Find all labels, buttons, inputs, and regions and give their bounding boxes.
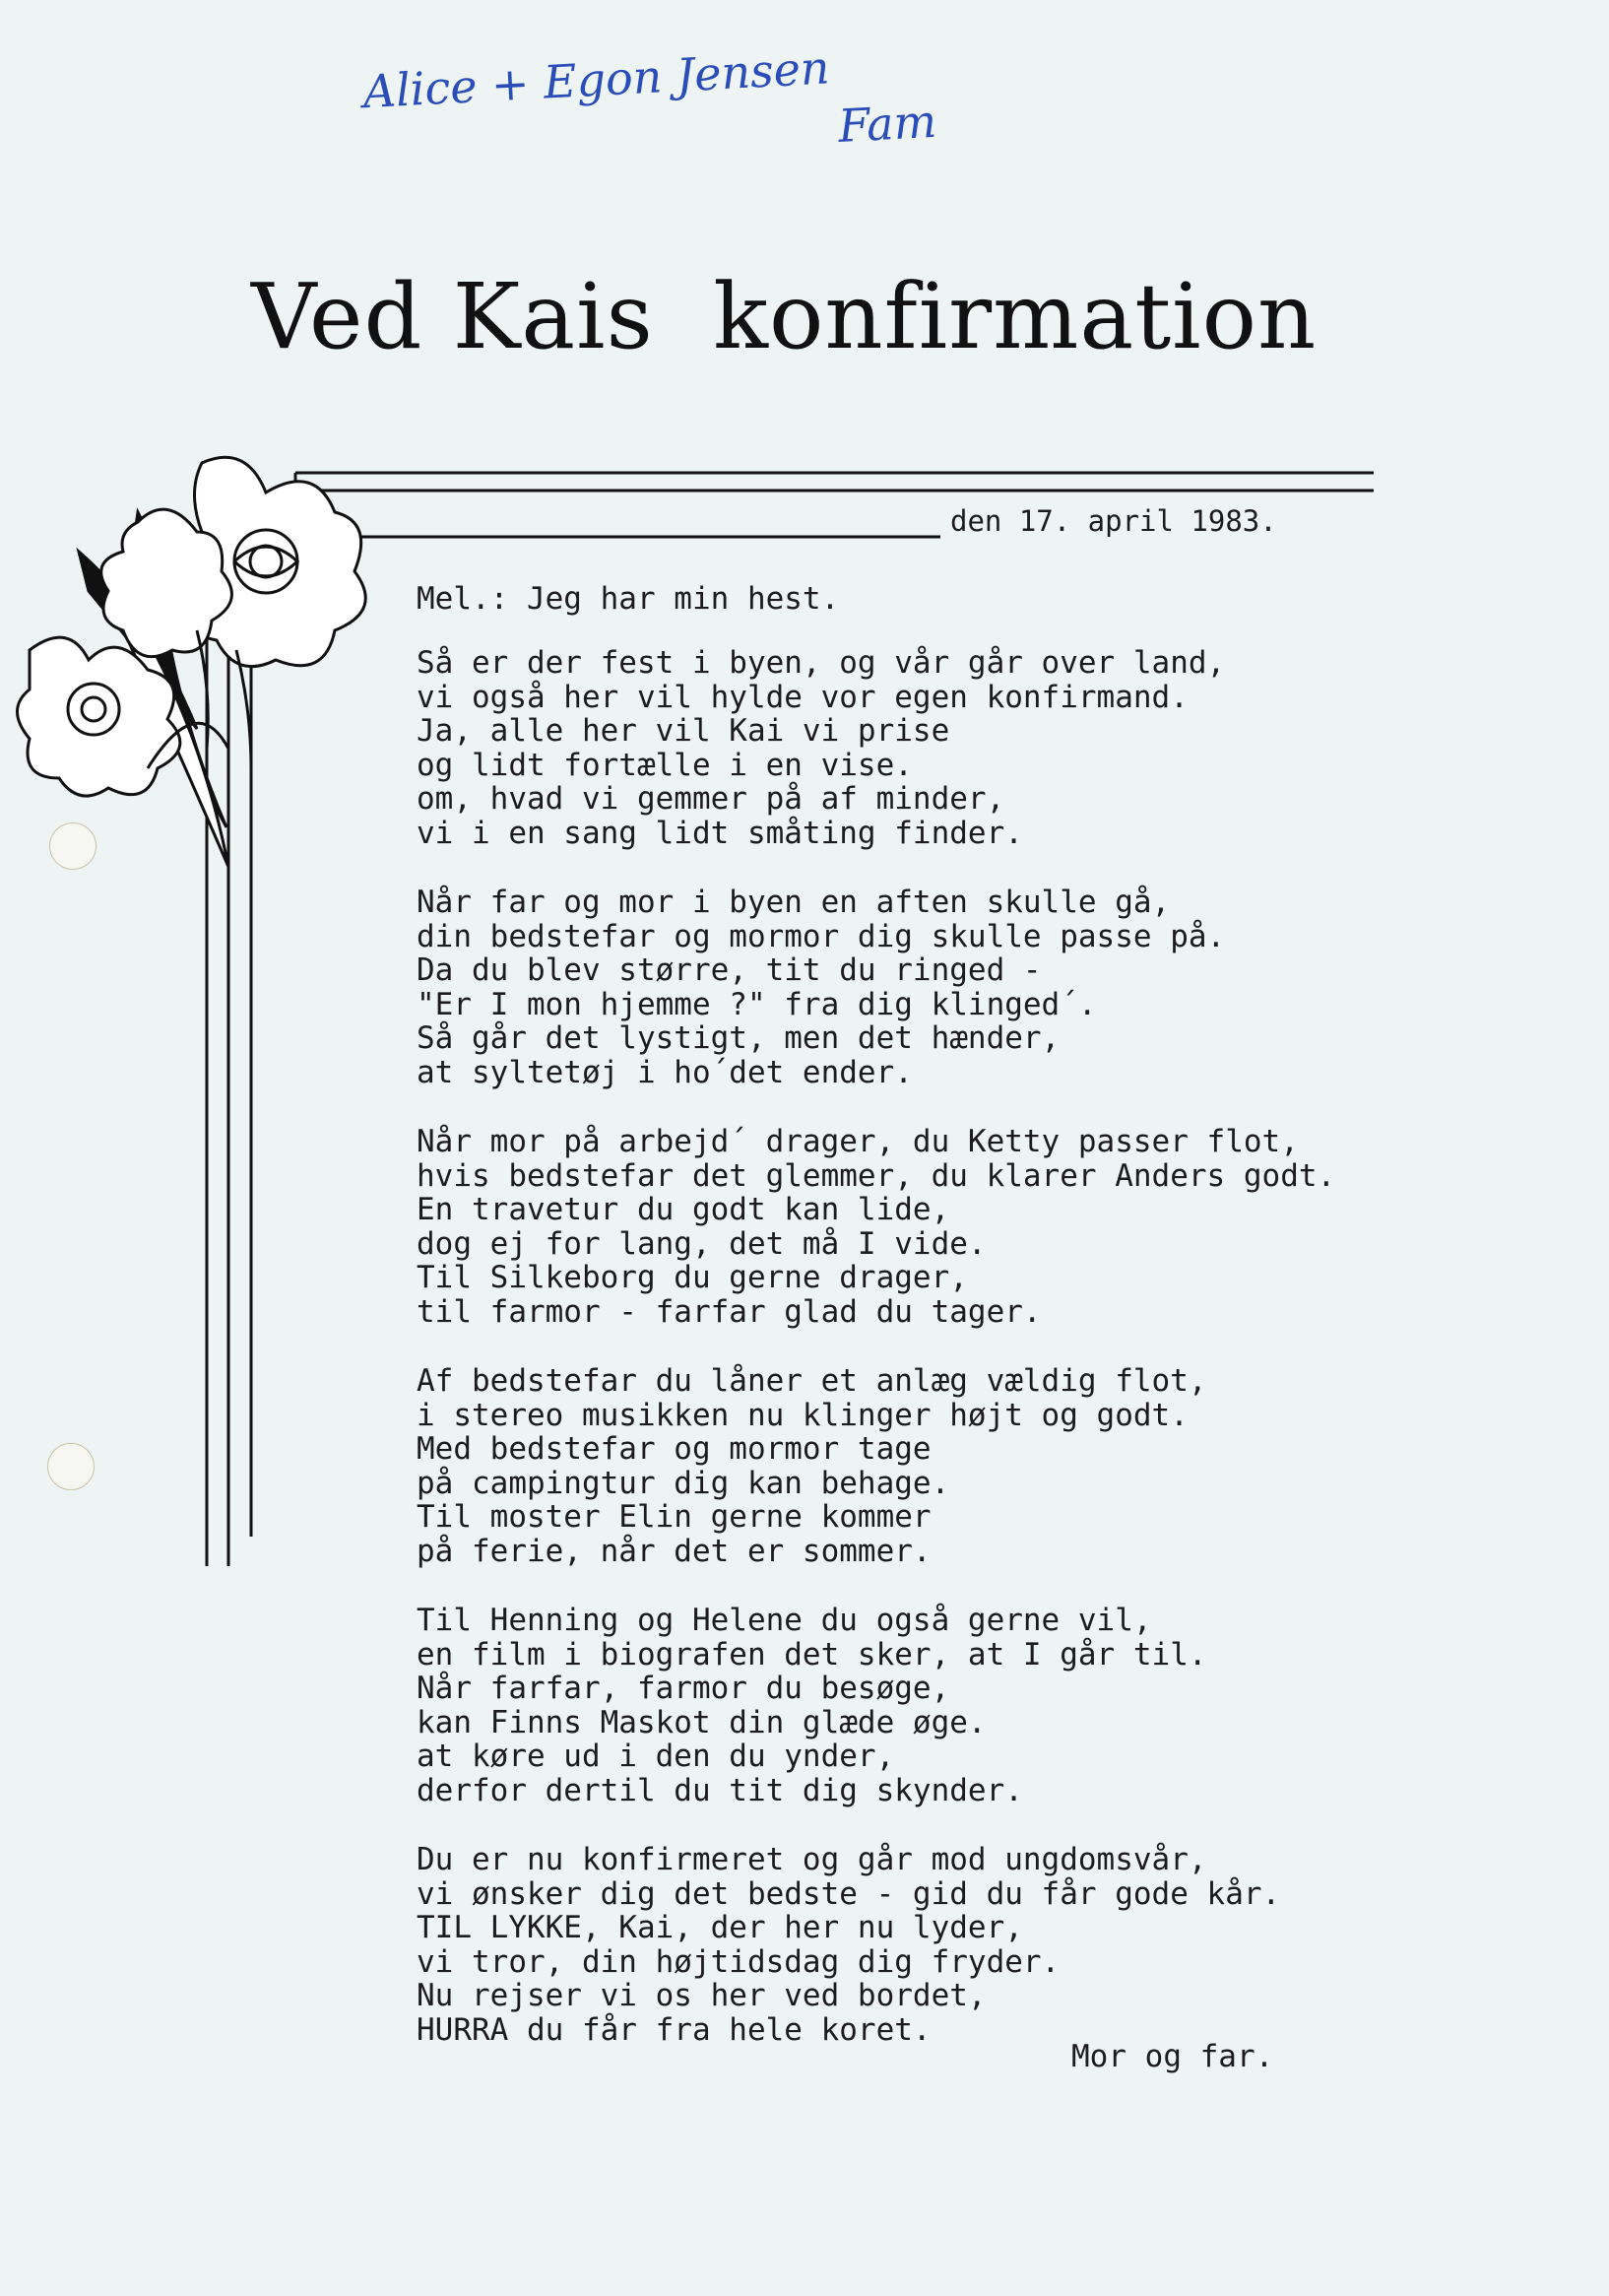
document-date: den 17. april 1983. <box>950 504 1277 538</box>
lyric-line: Med bedstefar og mormor tage <box>417 1431 932 1467</box>
signature: Mor og far. <box>1071 2039 1274 2074</box>
stanza-1 <box>417 646 1335 850</box>
lyric-line: Til Silkeborg du gerne drager, <box>417 1260 968 1295</box>
lyric-line: at køre ud i den du ynder, <box>417 1738 895 1774</box>
lyric-line: til farmor - farfar glad du tager. <box>417 1293 1042 1330</box>
stanza-2 <box>417 886 1335 1089</box>
lyric-line: vi i en sang lidt småting finder. <box>417 815 1023 851</box>
lyric-line: Da du blev større, tit du ringed - <box>417 952 1042 988</box>
lyric-line: kan Finns Maskot din glæde øge. <box>417 1704 987 1740</box>
lyric-line: på campingtur dig kan behage. <box>417 1465 950 1501</box>
melody-line: Mel.: Jeg har min hest. <box>417 581 840 617</box>
lyric-line: Når mor på arbejd´ drager, du Ketty passer flot, <box>417 1124 1299 1159</box>
lyric-line: dog ej for lang, det må I vide. <box>417 1225 987 1262</box>
lyric-line: Så går det lystigt, men det hænder, <box>417 1020 1061 1056</box>
lyric-line: hvis bedstefar det glemmer, du klarer Anders godt. <box>417 1157 1336 1194</box>
handwritten-note-line1: Alice + Egon Jensen <box>361 40 831 119</box>
lyric-line: Du er nu konfirmeret og går mod ungdomsvår, <box>417 1842 1207 1877</box>
lyric-line: i stereo musikken nu klinger højt og godt. <box>417 1397 1189 1433</box>
lyric-line: Nu rejser vi os her ved bordet, <box>417 1978 987 2013</box>
lyric-line: en film i biografen det sker, at I går til. <box>417 1636 1207 1673</box>
lyric-line: derfor dertil du tit dig skynder. <box>417 1772 1023 1808</box>
song-lyrics <box>417 646 1335 2082</box>
lyric-line: vi tror, din højtidsdag dig fryder. <box>417 1943 1061 1980</box>
lyric-line: "Er I mon hjemme ?" fra dig klinged´. <box>417 986 1097 1022</box>
lyric-line: Når far og mor i byen en aften skulle gå, <box>417 885 1171 920</box>
lyric-line: Af bedstefar du låner et anlæg vældig flot, <box>417 1363 1207 1399</box>
lyric-line: at syltetøj i ho´det ender. <box>417 1054 913 1090</box>
lyric-line: Så er der fest i byen, og vår går over land, <box>417 645 1226 681</box>
punch-hole <box>47 1443 95 1490</box>
stanza-6 <box>417 1843 1335 2047</box>
lyric-line: TIL LYKKE, Kai, der her nu lyder, <box>417 1910 1023 1945</box>
lyric-line: HURRA du får fra hele koret. <box>417 2011 932 2048</box>
lyric-line: Når farfar, farmor du besøge, <box>417 1671 950 1706</box>
punch-hole <box>49 822 97 870</box>
lyric-line: vi ønsker dig det bedste - gid du får gode kår. <box>417 1875 1281 1912</box>
lyric-line: på ferie, når det er sommer. <box>417 1533 932 1569</box>
daffodil-flowers <box>18 457 366 867</box>
lyric-line: Til Henning og Helene du også gerne vil, <box>417 1603 1152 1638</box>
page-title: Ved Kais konfirmation <box>251 264 1318 369</box>
lyric-line: Ja, alle her vil Kai vi prise <box>417 713 950 749</box>
stanza-5 <box>417 1604 1335 1807</box>
lyric-line: Til moster Elin gerne kommer <box>417 1499 932 1535</box>
lyric-line: og lidt fortælle i en vise. <box>417 747 913 783</box>
lyric-line: vi også her vil hylde vor egen konfirmand. <box>417 679 1189 715</box>
handwritten-note-line2: Fam <box>836 94 938 153</box>
lyric-line: En travetur du godt kan lide, <box>417 1192 950 1227</box>
lyric-line: din bedstefar og mormor dig skulle passe på. <box>417 918 1226 954</box>
stanza-4 <box>417 1364 1335 1568</box>
lyric-line: om, hvad vi gemmer på af minder, <box>417 781 1005 817</box>
stanza-3 <box>417 1125 1335 1329</box>
